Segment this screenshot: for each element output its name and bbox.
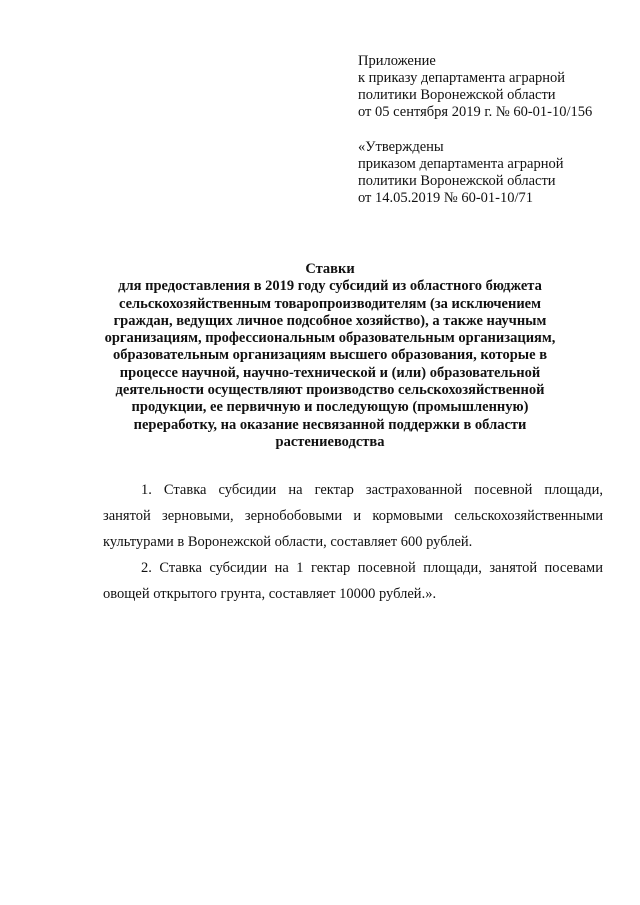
paragraph-line: 2. Ставка субсидии на 1 гектар посевной площади, занятой посевами	[141, 560, 603, 576]
appendix-line: политики Воронежской области	[358, 87, 556, 103]
approval-line: политики Воронежской области	[358, 173, 556, 189]
heading-line: образовательным организациям высшего образования, которые в	[112, 347, 548, 364]
heading-line: сельскохозяйственным товаропроизводителям (за исключением	[118, 295, 541, 312]
heading-line: процессе научной, научно-технической и (или) образовательной	[119, 364, 541, 381]
approval-line: от 14.05.2019 № 60-01-10/71	[358, 190, 534, 206]
paragraph-line: 1. Ставка субсидии на гектар застрахованной посевной площади,	[141, 482, 603, 498]
approval-block	[358, 139, 633, 207]
paragraph-line: культурами в Воронежской области, составляет 600 рублей.	[103, 534, 473, 550]
heading-line: деятельности осуществляют производство сельскохозяйственной	[115, 382, 545, 399]
paragraph-1	[103, 477, 603, 555]
paragraph-line: овощей открытого грунта, составляет 10000 рублей.».	[103, 586, 437, 602]
heading-line: граждан, ведущих личное подсобное хозяйство), а также научным	[113, 312, 547, 329]
appendix-line: от 05 сентября 2019 г. № 60-01-10/156	[358, 104, 593, 120]
heading-line: организациям, профессиональным образовательным организациям,	[104, 330, 556, 347]
heading-line: растениеводства	[275, 433, 385, 450]
approval-line: приказом департамента аграрной	[358, 156, 564, 172]
heading-line: продукции, ее первичную и последующую (промышленную)	[131, 399, 529, 416]
heading-line: переработку, на оказание несвязанной поддержки в области	[133, 416, 527, 433]
paragraph-2	[103, 555, 603, 607]
heading-line: для предоставления в 2019 году субсидий из областного бюджета	[118, 278, 542, 295]
paragraph-line: занятой зерновыми, зернобобовыми и кормовыми сельскохозяйственными	[103, 508, 603, 524]
document-title: Ставки	[305, 261, 355, 277]
appendix-block	[358, 53, 633, 121]
approval-line: «Утверждены	[358, 139, 444, 155]
appendix-line: к приказу департамента аграрной	[358, 70, 566, 86]
appendix-line: Приложение	[358, 53, 436, 69]
document-heading	[100, 261, 560, 451]
